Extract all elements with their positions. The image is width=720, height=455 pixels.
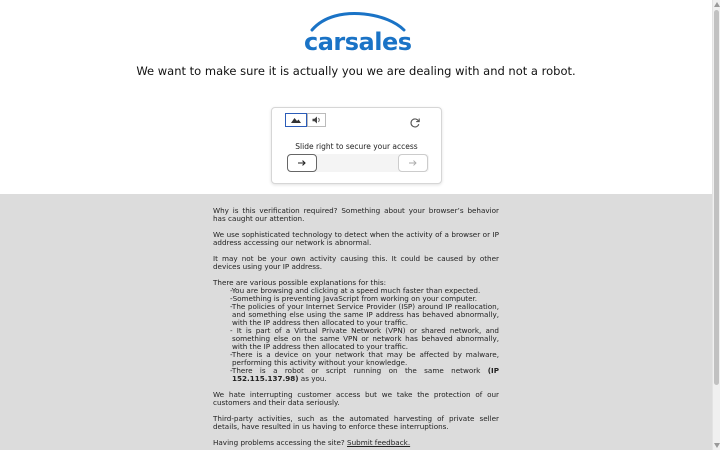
page-headline: We want to make sure it is actually you we are dealing with and not a robot. <box>136 64 576 78</box>
arrow-right-icon <box>409 160 417 166</box>
list-item <box>213 367 499 383</box>
robot-reason-prefix: -There is a robot or script running on the same network <box>230 366 488 375</box>
scroll-down-icon[interactable] <box>714 443 720 448</box>
info-third-party: Third-party activities, such as the automated harvesting of private seller details, have resulted in us having to enforce these interruptions. <box>213 414 499 431</box>
slider-captcha <box>271 107 442 184</box>
feedback-prefix: Having problems accessing the site? <box>213 438 348 447</box>
reasons-list <box>213 287 499 383</box>
explanation-text <box>213 207 499 455</box>
page-scrollbar[interactable] <box>712 0 720 450</box>
info-protection: We hate interrupting customer access but we take the protection of our customers and their data seriously. <box>213 390 499 407</box>
explanation-section <box>0 194 712 450</box>
list-item: - It is part of a Virtual Private Network (VPN) or shared network, and something else on the same VPN or network has behaved abnormally, with the IP address then allocated to your traffic. <box>230 326 499 351</box>
mountain-image-icon <box>291 117 301 123</box>
info-explanations-intro: There are various possible explanations for this: <box>213 278 387 287</box>
list-item: -There is a device on your network that may be affected by malware, performing this activity without your knowledge. <box>230 350 499 367</box>
slider-target <box>398 154 428 172</box>
info-why: Why is this verification required? Something about your browser’s behavior has caught our attention. <box>213 206 499 223</box>
scroll-up-icon[interactable] <box>714 2 720 7</box>
info-technology: We use sophisticated technology to detect when the activity of a browser or IP address accessing our network is abnormal. <box>213 230 499 247</box>
speaker-icon <box>312 117 321 124</box>
audio-mode-button[interactable] <box>307 113 326 127</box>
image-mode-button[interactable] <box>285 113 307 127</box>
slider-handle[interactable] <box>287 154 317 172</box>
info-feedback <box>213 439 499 447</box>
robot-reason-suffix: as you. <box>298 374 327 383</box>
submit-feedback-link[interactable]: Submit feedback. <box>347 438 411 447</box>
ip-address: (IP 152.115.137.98) <box>232 366 499 383</box>
carsales-logo <box>304 12 412 56</box>
list-item: -Something is preventing JavaScript from working on your computer. <box>230 294 478 303</box>
refresh-button[interactable] <box>409 114 421 126</box>
logo-text: carsales <box>304 28 412 56</box>
info-not-you: It may not be your own activity causing this. It could be caused by other devices using your IP address. <box>213 254 499 271</box>
scrollbar-thumb[interactable] <box>714 10 719 385</box>
list-item: -The policies of your Internet Service Provider (ISP) around IP reallocation, and something else using the same IP address has behaved abnormally, with the IP address then allocated to your traffic. <box>230 302 499 327</box>
refresh-icon <box>409 117 421 129</box>
slide-instruction: Slide right to secure your access <box>295 142 418 151</box>
list-item: -You are browsing and clicking at a speed much faster than expected. <box>230 286 481 295</box>
arrow-right-icon <box>298 160 306 166</box>
verification-header-area <box>0 0 712 194</box>
